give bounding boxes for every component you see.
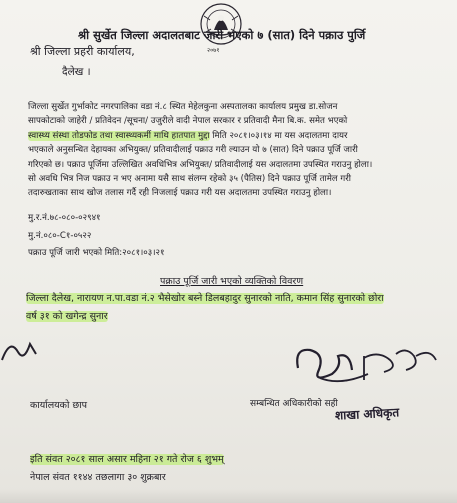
margin-initial-mark [0,330,40,370]
section-officer-stamp: शाखा अधिकृत [334,405,400,423]
case-number: मु.नं.०८०-C१-०५२२ [28,231,92,241]
body-line: तदारुखताका साथ खोज तलास गर्दै रही निजलाई पक्राउ गरी यस अदालतमा उपस्थित गराउनु होला। [28,188,332,199]
body-line: सो अवधि भित्र निज पक्राउ न भए अनामा यसै साथ संलग्न रहेको ३५ (पैतिस) दिने पक्राउ पूर्जि तामेल गरी [28,174,351,185]
document-title: श्री सुर्खेत जिल्ला अदालतबाट जारी भएको ७ (सात) दिने पक्राउ पुर्जि [78,28,366,42]
person-details-heading: पक्राउ पूर्जि जारी भएको व्यक्तिको विवरण [160,276,304,287]
recipient-district: दैलेख । [62,66,91,78]
paper-shadow [0,489,457,503]
body-line: भएकाले अनुसन्धित देहायका अभियुक्त/ प्रतिवादीलाई पक्राउ गरी ल्याउन यो ७ (सात) दिने पक्राउ पूर्जि जारी [28,145,358,156]
person-address-line: जिल्ला दैलेख, नारायण न.पा.वडा नं.२ भैसेखोर बस्ने डिलबहादुर सुनारको नाति, कमान सिंह सुनारको छोरा [26,293,384,304]
person-age-name: वर्ष ३१ को खगेन्द्र सुनार [26,311,108,322]
body-line: गरिएको छ। पक्राउ पूर्जिमा उल्लिखित अवधिभित्र अभियुक्त/ प्रतिवादीलाई यस अदालतमा उपस्थित गराउनु होला। [28,159,373,170]
highlighted-case-title: स्वास्थ्य संस्था तोडफोड तथा स्वास्थ्यकर्मी माथि हातपात मुद्दा [28,130,210,141]
body-line: सापकोटाको जाहेरी / प्रतिवेदन /सूचना/ उजुरीले वादी नेपाल सरकार र प्रतिवादी मैना बि.क. समेत भएको [28,116,348,127]
person-details [26,290,456,326]
seal-number: २०७१ [207,47,220,54]
recipient-office: श्री जिल्ला प्रहरी कार्यालय, [30,45,135,58]
office-seal-label: कार्यालयको छाप [30,400,87,411]
case-registration-number: मु.र.नं.७८-०८०-०२९४१ [28,213,101,223]
warrant-body [28,100,453,201]
date-bikram-sambat: इति संवत २०८१ साल असार महिना २१ गते रोज ६ शुभम् [30,454,224,465]
body-line [28,129,453,143]
body-line-rest: मिति २०८१।०३।१४ मा यस अदालतमा दायर [209,130,348,141]
warrant-issue-date: पक्राउ पूर्जि जारी भएको मिति:२०८१।०३।२१ [28,248,165,258]
date-nepal-sambat: नेपाल संवत ११४४ तछलागा ३० शुक्रबार [30,472,166,483]
body-line: जिल्ला सुर्खेत गुर्भाकोट नगरपालिका वडा नं.८ स्थित मेहेलकुना अस्पतालका कार्यालय प्रमुख डा.सोजन [28,102,338,112]
officer-signature-label: सम्बन्धित अधिकारीको सही [250,399,338,409]
